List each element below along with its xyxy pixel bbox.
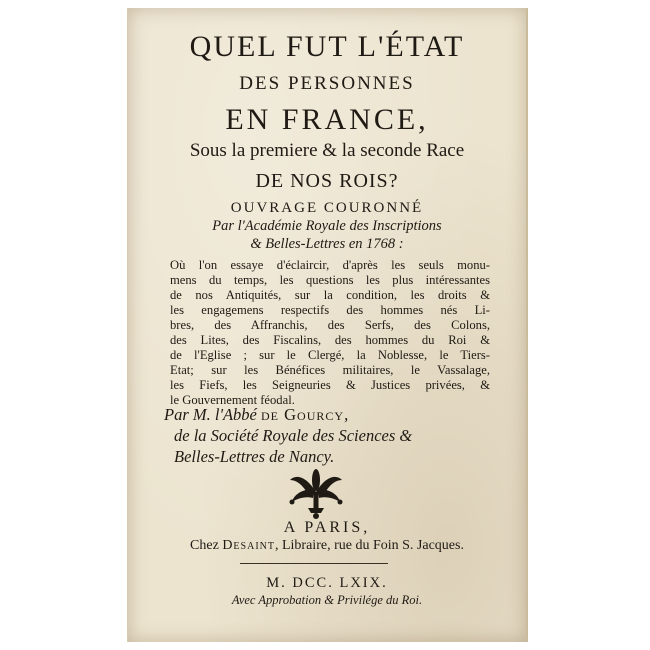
divider-rule (240, 563, 388, 564)
title-page (127, 8, 528, 642)
publisher-city: A PARIS, (283, 519, 371, 536)
award-academy: Par l'Académie Royale des Inscriptions (212, 218, 442, 234)
title-line-3: EN FRANCE, (225, 103, 429, 136)
description-line: les engagemens respectifs des hommes nés Li- (170, 303, 490, 317)
imprint-prefix: Chez (190, 538, 223, 553)
award-heading: OUVRAGE COURONNÉ (230, 200, 424, 216)
description (170, 258, 490, 408)
description-line: mens du temps, les questions les plus intéressantes (170, 273, 490, 287)
award-year: & Belles-Lettres en 1768 : (250, 236, 404, 252)
description-line: de nos Antiquités, sur la condition, les droits & (170, 288, 490, 302)
author-suffix: , (344, 405, 349, 424)
author-line-3: Belles-Lettres de Nancy. (174, 447, 335, 466)
author-prefix: Par M. l'Abbé (164, 405, 262, 424)
description-line: Etat; sur les Bénéfices militaires, le Vassalage, (170, 363, 490, 377)
description-line: des Lites, des Fiscalins, des hommes du Roi & (170, 333, 490, 347)
description-line: le Gouvernement féodal. (170, 393, 295, 407)
description-line: Où l'on essaye d'éclaircir, d'après les seuls monu- (170, 258, 490, 272)
imprint-suffix: , Libraire, rue du Foin S. Jacques. (274, 538, 464, 553)
title-line-5: DE NOS ROIS? (255, 170, 399, 192)
title-line-4: Sous la premiere & la seconde Race (189, 140, 465, 161)
title-line-1: QUEL FUT L'ÉTAT (189, 30, 465, 63)
fleuron-icon (286, 468, 346, 520)
description-line: les Fiefs, les Seigneuries & Justices privées, & (170, 378, 490, 392)
author-line-1 (164, 404, 412, 425)
publication-year: M. DCC. LXIX. (266, 575, 388, 591)
author-line-2: de la Société Royale des Sciences & (174, 426, 413, 445)
title-line-2: DES PERSONNES (239, 73, 415, 94)
description-line: de l'Eglise ; sur le Clergé, la Noblesse, le Tiers- (170, 348, 490, 362)
publisher-imprint (128, 538, 526, 554)
description-line: bres, des Affranchis, des Serfs, des Colons, (170, 318, 490, 332)
imprint-name: Desaint (222, 538, 275, 553)
approbation-line: Avec Approbation & Privilége du Roi. (231, 593, 423, 607)
author-block (164, 404, 412, 467)
author-name: de Gourcy (261, 405, 345, 424)
